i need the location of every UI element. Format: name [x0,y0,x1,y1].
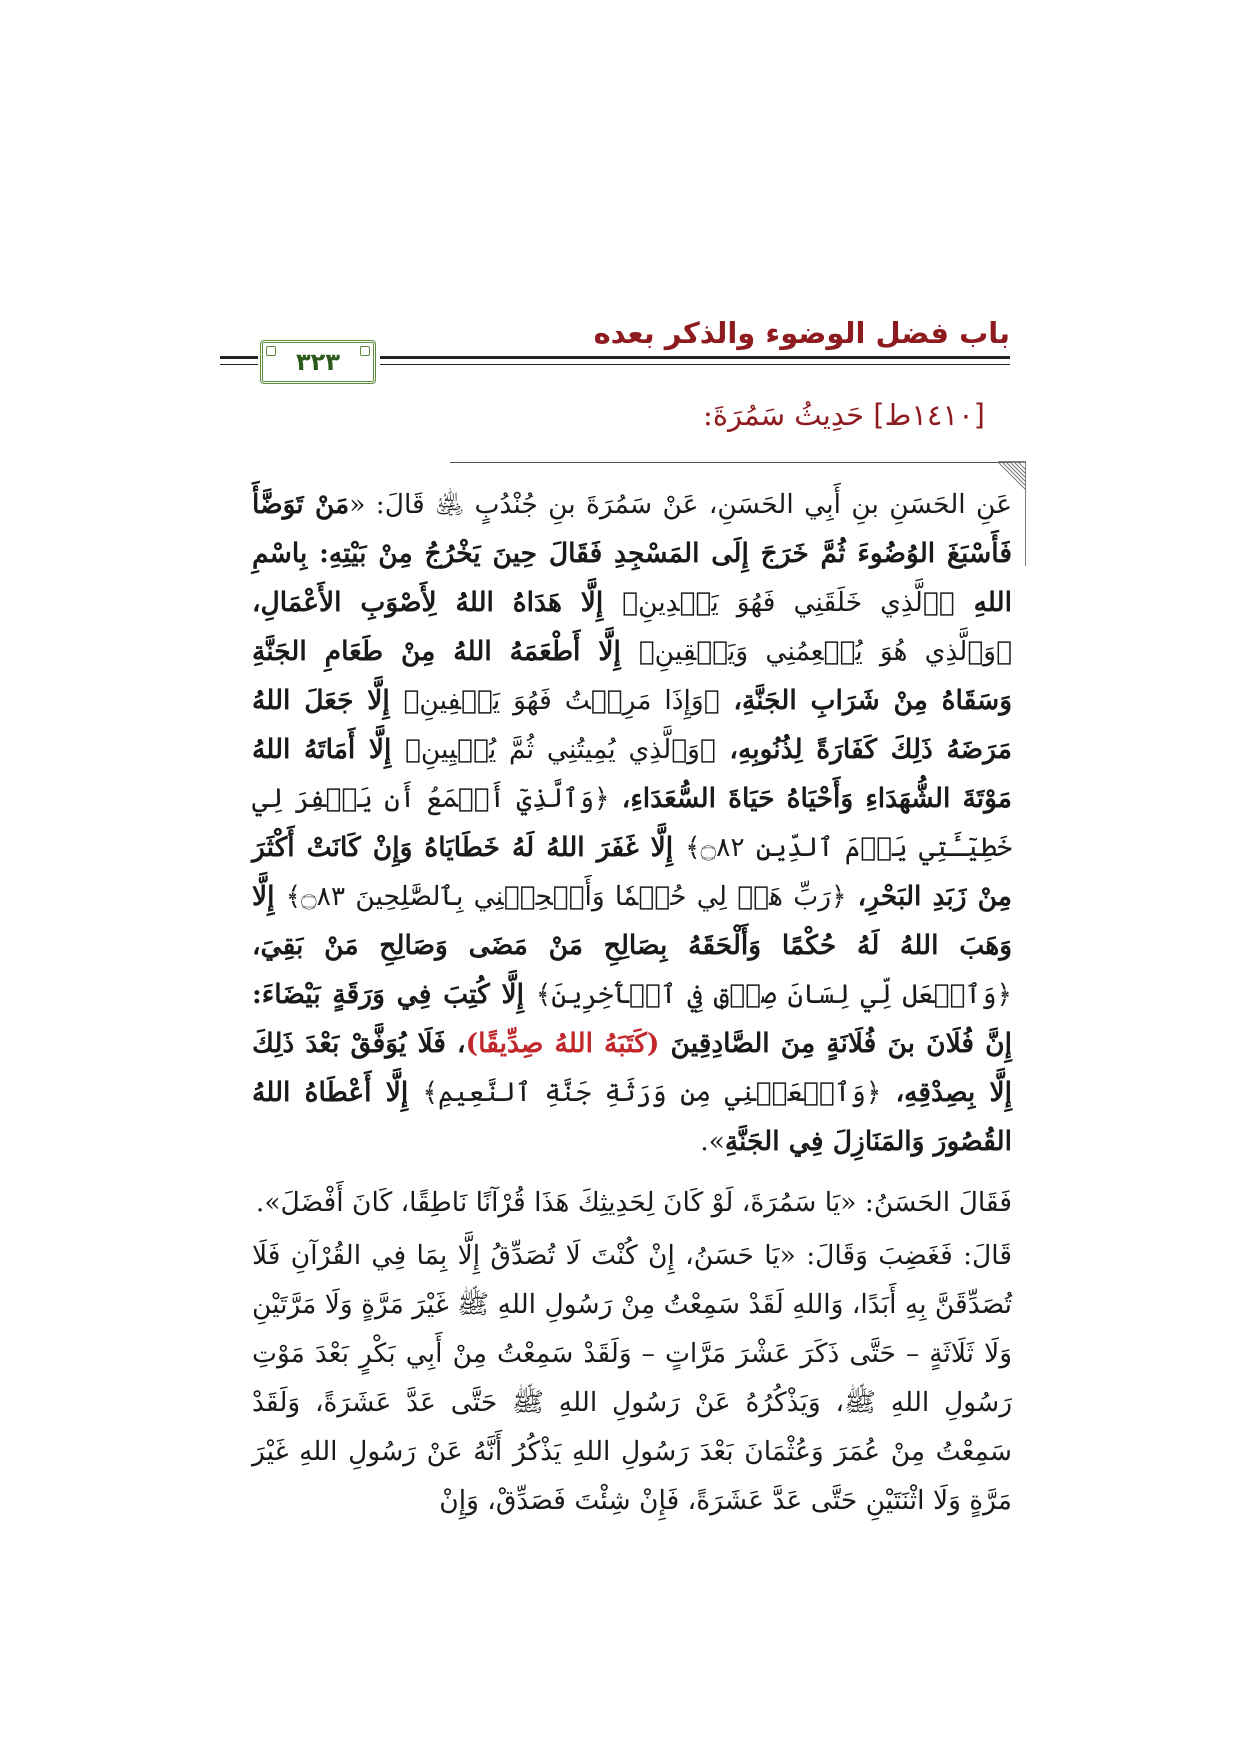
variant-note: (كَتَبَهُ اللهُ صِدِّيقًا) [465,1028,660,1059]
samura-reply-paragraph: قَالَ: فَغَضِبَ وَقَالَ: «يَا حَسَنُ، إِنْ كُنْتَ لَا تُصَدِّقُ إِلَّا بِمَا فِي القُرْآنِ فَلَا تُصَدِّقَنَّ بِهِ أَبَدًا، وَاللهِ لَقَدْ سَمِعْتُ مِنْ رَسُولِ اللهِ ﷺ غَيْرَ مَرَّةٍ وَلَا مَرَّتَيْنِ وَلَا ثَلَاثَةٍ – حَتَّى ذَكَرَ عَشْرَ مَرَّاتٍ – وَلَقَدْ سَمِعْتُ مِنْ أَبِي بَكْرٍ بَعْدَ مَوْتِ رَسُولِ اللهِ ﷺ، وَيَذْكُرُهُ عَنْ رَسُولِ اللهِ ﷺ حَتَّى عَدَّ عَشَرَةً، وَلَقَدْ سَمِعْتُ مِنْ عُمَرَ وَعُثْمَانَ بَعْدَ رَسُولِ اللهِ يَذْكُرُ أَنَّهُ عَنْ رَسُولِ اللهِ غَيْرَ مَرَّةٍ وَلَا اثْنَتَيْنِ حَتَّى عَدَّ عَشَرَةً، فَإِنْ شِئْتَ فَصَدِّقْ، وَإِنْ [252,1240,1012,1516]
matn-1: مَنْ تَوَضَّأَ فَأَسْبَغَ الوُضُوءَ ثُمَّ خَرَجَ إِلَى المَسْجِدِ فَقَالَ حِينَ يَخْرُجُ مِنْ بَيْتِهِ: بِاسْمِ اللهِ [252,489,1012,618]
matn-6: إِلَّا غَفَرَ اللهُ لَهُ خَطَايَاهُ وَإِنْ كَانَتْ أَكْثَرَ مِنْ زَبَدِ البَحْرِ، [252,832,1013,912]
section-number: [١٤١٠ط] [873,398,985,432]
quran-verse-5: ﴿وَٱلَّذِيٓ أَطۡمَعُ أَن يَغۡفِرَ لِي خَطِيٓـَٔتِي يَوۡمَ ٱلدِّينِ ۝٨٢﴾ [252,783,1012,863]
body-text [252,480,1012,1525]
header-rule-top [380,356,1010,359]
matn-8: إِلَّا كُتِبَ فِي وَرَقَةٍ بَيْضَاءَ: إِنَّ فُلَانَ بنَ فُلَانَةٍ مِنَ الصَّادِقِينَ [252,979,1012,1059]
section-rule [450,462,1010,463]
matn-10: إِلَّا أَعْطَاهُ اللهُ القُصُورَ وَالمَنَازِلَ فِي الجَنَّةِ [252,1077,1012,1157]
quran-verse-6: ﴿رَبِّ هَبۡ لِي حُكۡمٗا وَأَلۡحِقۡنِي بِٱلصَّٰلِحِينَ ۝٨٣﴾ [285,881,847,912]
section-heading [703,398,985,432]
page-number: ٣٢٣ [296,348,340,376]
quote-close: ». [700,1126,725,1157]
header-rule-left-bottom [220,364,258,365]
matn-7: إِلَّا وَهَبَ اللهُ لَهُ حُكْمًا وَأَلْحَقَهُ بِصَالِحِ مَنْ مَضَى وَصَالِحِ مَنْ بَقِيَ، [252,881,1012,961]
chapter-title: باب فضل الوضوء والذكر بعده [593,316,1010,350]
quran-verse-7: ﴿وَٱجۡعَل لِّي لِسَانَ صِدۡقٖ فِي ٱلۡأٓخِرِينَ﴾ [535,979,1012,1010]
quran-verse-2: ﴿وَٱلَّذِي هُوَ يُطۡعِمُنِي وَيَسۡقِينِ﴾ [638,636,1012,667]
matn-4: إِلَّا جَعَلَ اللهُ مَرَضَهُ ذَلِكَ كَفَارَةً لِذُنُوبِهِ، [252,685,1012,765]
page-header [250,316,1010,382]
matn-2: إِلَّا هَدَاهُ اللهُ لِأَصْوَبِ الأَعْمَالِ، [252,587,623,618]
header-rule-bottom [380,364,1010,365]
quran-verse-1: ﴿ٱلَّذِي خَلَقَنِي فَهُوَ يَهۡدِينِ﴾ [622,587,955,618]
matn-5: إِلَّا أَمَاتَهُ اللهُ مَوْتَةَ الشُّهَدَاءِ وَأَحْيَاهُ حَيَاةَ السُّعَدَاءِ، [252,734,1012,814]
quran-verse-4: ﴿وَٱلَّذِي يُمِيتُنِي ثُمَّ يُحۡيِينِ﴾ [404,734,716,765]
matn-3: إِلَّا أَطْعَمَهُ اللهُ مِنْ طَعَامِ الجَنَّةِ وَسَقَاهُ مِنْ شَرَابِ الجَنَّةِ، [252,636,1012,716]
matn-9: ، فَلَا يُوَفَّقْ بَعْدَ ذَلِكَ إِلَّا بِصِدْقِهِ، [252,1028,1013,1108]
hadith-paragraph [252,480,1012,1166]
isnad: عَنِ الحَسَنِ بنِ أَبِي الحَسَنِ، عَنْ سَمُرَةَ بنِ جُنْدُبٍ ﵁ قَالَ: « [349,489,1013,520]
section-title: حَدِيثُ سَمُرَةَ: [703,398,864,432]
header-rule-left-top [220,356,258,359]
quran-verse-8: ﴿وَٱجۡعَلۡنِي مِن وَرَثَةِ جَنَّةِ ٱلنَّعِيمِ﴾ [422,1077,882,1108]
page-number-badge [260,340,376,384]
hasan-response-paragraph: فَقَالَ الحَسَنُ: «يَا سَمُرَةَ، لَوْ كَانَ لِحَدِيثِكَ هَذَا قُرْآنًا نَاطِقًا، كَانَ أَفْضَلَ». [255,1187,1012,1218]
quran-verse-3: ﴿وَإِذَا مَرِضۡتُ فَهُوَ يَشۡفِينِ﴾ [403,685,720,716]
